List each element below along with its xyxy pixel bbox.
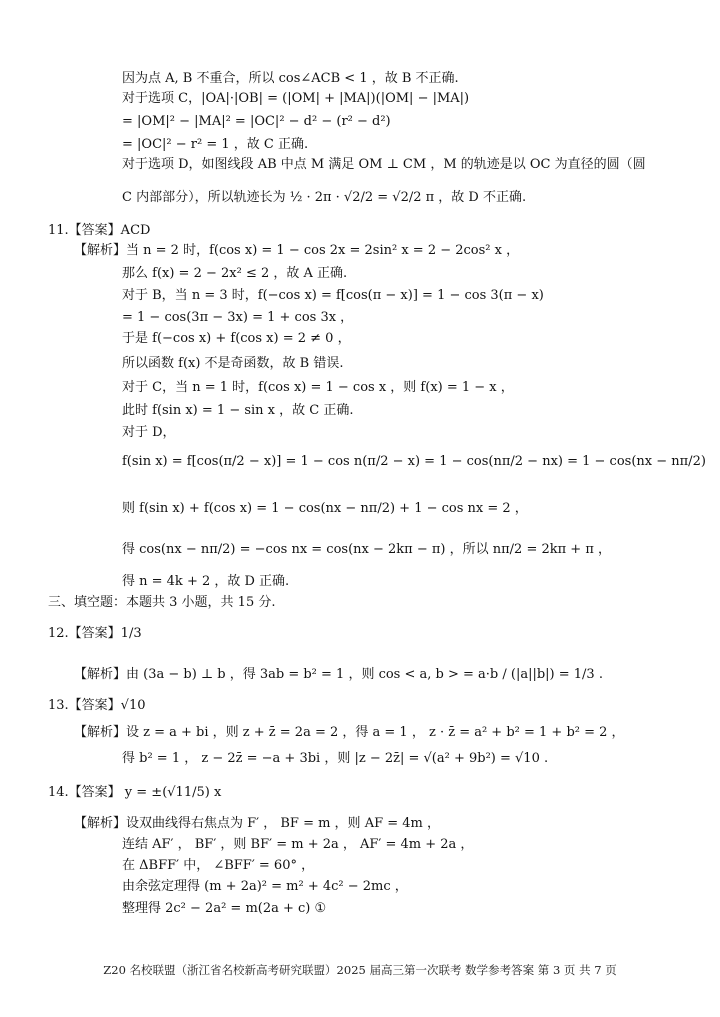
text-line: 得 b² = 1 ， z − 2z̄ = −a + 3bi ，则 |z − 2z̄| = √(a² + 9b²) = √10 .	[122, 751, 549, 766]
text-line: 对于 B，当 n = 3 时，f(−cos x) = f[cos(π − x)] = 1 − cos 3(π − x)	[122, 288, 544, 303]
text-line: 则 f(sin x) + f(cos x) = 1 − cos(nx − nπ/2) + 1 − cos nx = 2 ，	[122, 501, 528, 516]
text-line: 得 n = 4k + 2 ，故 D 正确.	[122, 574, 290, 589]
text-line: 对于选项 C，|OA|·|OB| = (|OM| + |MA|)(|OM| − |MA|)	[122, 91, 470, 106]
text-line: = 1 − cos(3π − 3x) = 1 + cos 3x ，	[122, 310, 354, 325]
text-line: 因为点 A, B 不重合，所以 cos∠ACB < 1 ，故 B 不正确.	[122, 71, 459, 86]
text-line: 三、填空题：本题共 3 小题，共 15 分.	[48, 595, 276, 610]
text-line: 【解析】当 n = 2 时，f(cos x) = 1 − cos 2x = 2sin² x = 2 − 2cos² x ，	[74, 243, 520, 258]
text-line: 由余弦定理得 (m + 2a)² = m² + 4c² − 2mc ，	[122, 879, 408, 894]
text-line: 【解析】设 z = a + bi ，则 z + z̄ = 2a = 2 ，得 a = 1 ， z · z̄ = a² + b² = 1 + b² = 2 ，	[74, 725, 625, 740]
text-line: 对于 D，	[122, 425, 176, 440]
text-line: 于是 f(−cos x) + f(cos x) = 2 ≠ 0 ，	[122, 331, 351, 346]
text-line: = |OC|² − r² = 1 ，故 C 正确.	[122, 137, 309, 152]
text-line: 连结 AF′ ， BF′ ，则 BF′ = m + 2a ， AF′ = 4m + 2a ，	[122, 837, 474, 852]
text-line: 对于选项 D，如图线段 AB 中点 M 满足 OM ⊥ CM ，M 的轨迹是以 OC 为直径的圆（圆	[122, 157, 646, 172]
text-line: 【解析】由 (3a − b) ⊥ b ，得 3ab = b² = 1 ，则 cos < a, b > = a·b / (|a||b|) = 1/3 .	[74, 667, 603, 682]
text-line: 11.【答案】ACD	[48, 223, 151, 238]
text-line: = |OM|² − |MA|² = |OC|² − d² − (r² − d²)	[122, 114, 391, 129]
text-line: 12.【答案】1/3	[48, 626, 142, 641]
text-line: 得 cos(nx − nπ/2) = −cos nx = cos(nx − 2kπ − π) ，所以 nπ/2 = 2kπ + π ，	[122, 542, 611, 557]
text-line: 此时 f(sin x) = 1 − sin x ，故 C 正确.	[122, 403, 354, 418]
text-line: 所以函数 f(x) 不是奇函数，故 B 错误.	[122, 356, 344, 371]
page-footer: Z20 名校联盟（浙江省名校新高考研究联盟）2025 届高三第一次联考 数学参考答案 第 3 页 共 7 页	[103, 963, 617, 977]
text-line: 在 ΔBFF′ 中， ∠BFF′ = 60° ，	[122, 858, 315, 873]
text-line: 那么 f(x) = 2 − 2x² ≤ 2 ，故 A 正确.	[122, 266, 348, 281]
text-line: 对于 C，当 n = 1 时，f(cos x) = 1 − cos x ，则 f(x) = 1 − x ，	[122, 380, 514, 395]
text-line: f(sin x) = f[cos(π/2 − x)] = 1 − cos n(π/2 − x) = 1 − cos(nπ/2 − nx) = 1 − cos(nx − nπ/2)	[122, 454, 706, 469]
text-line: 14.【答案】 y = ±(√11/5) x	[48, 785, 222, 800]
text-line: 【解析】设双曲线得右焦点为 F′ ， BF = m ，则 AF = 4m ，	[74, 816, 440, 831]
text-line: C 内部部分），所以轨迹长为 ½ · 2π · √2/2 = √2/2 π ，故 D 不正确.	[122, 190, 527, 205]
text-line: 整理得 2c² − 2a² = m(2a + c) ①	[122, 901, 327, 916]
text-line: 13.【答案】√10	[48, 698, 146, 713]
